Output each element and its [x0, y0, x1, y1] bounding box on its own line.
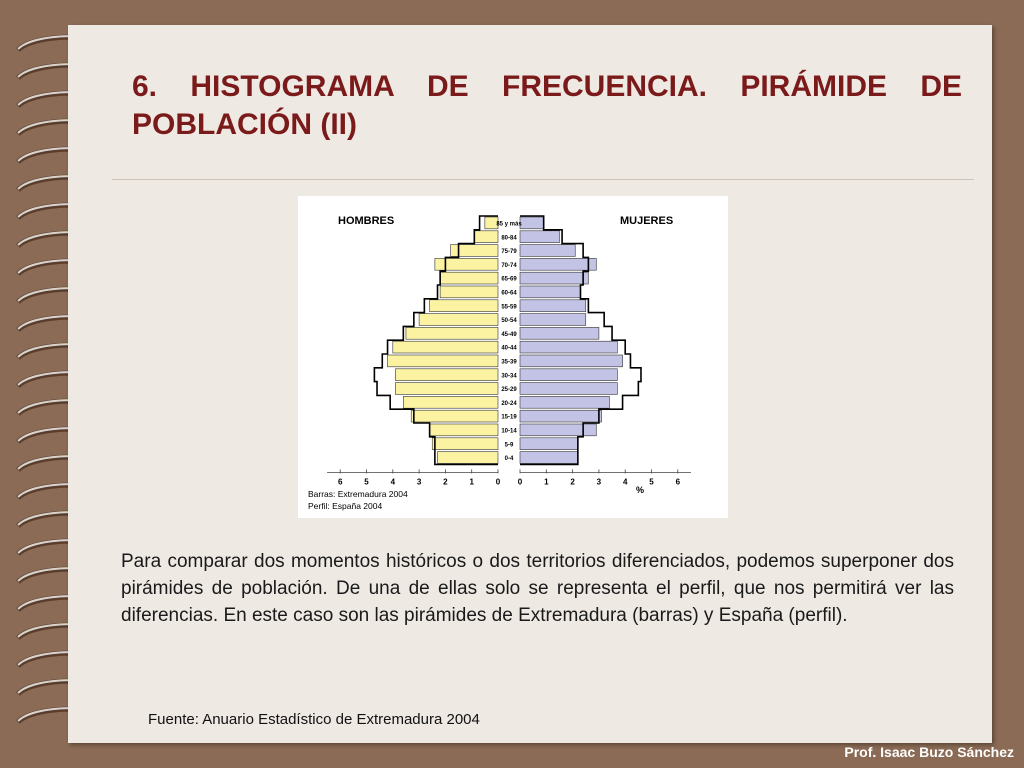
- men-x-tick-label: 6: [337, 477, 343, 487]
- women-bar: [520, 286, 580, 298]
- age-group-label: 70-74: [501, 262, 517, 269]
- women-bar: [520, 355, 623, 367]
- women-bar: [520, 452, 578, 464]
- age-group-label: 60-64: [501, 290, 517, 297]
- men-bar: [388, 355, 498, 367]
- age-group-label: 20-24: [501, 400, 517, 407]
- men-x-tick-label: 3: [416, 477, 422, 487]
- legend-bars: Barras: Extremadura 2004: [308, 489, 408, 499]
- women-bar: [520, 258, 596, 270]
- age-group-label: 50-54: [501, 318, 517, 325]
- men-bar: [393, 341, 498, 353]
- women-bar: [520, 217, 544, 229]
- men-bar: [432, 438, 498, 450]
- men-x-tick-label: 5: [364, 477, 369, 487]
- title-divider: [112, 179, 974, 180]
- men-bar: [430, 424, 498, 436]
- women-bar: [520, 410, 602, 422]
- women-bar: [520, 314, 586, 326]
- author-credit: Prof. Isaac Buzo Sánchez: [844, 744, 1014, 760]
- women-x-tick-label: 5: [649, 477, 654, 487]
- women-x-tick-label: 0: [517, 477, 523, 487]
- explanation-paragraph: Para comparar dos momentos históricos o dos territorios diferenciados, podemos superponer dos pirámides de población. De una de ellas solo se representa el perfil, que nos permitirá ver las diferencias. En este caso son las pirámides de Extremadura (barras) y España (perfil).: [121, 551, 954, 626]
- age-group-label: 75-79: [501, 249, 517, 256]
- women-bar: [520, 327, 599, 339]
- men-bar: [430, 300, 498, 312]
- women-label: MUJERES: [620, 215, 674, 227]
- men-x-tick-label: 0: [495, 477, 501, 487]
- age-group-label: 80-84: [501, 235, 517, 242]
- women-x-tick-label: 6: [675, 477, 681, 487]
- age-group-label: 35-39: [501, 359, 517, 366]
- women-bar: [520, 396, 609, 408]
- women-bar: [520, 383, 617, 395]
- source-note: Fuente: Anuario Estadístico de Extremadura 2004: [148, 711, 480, 728]
- age-group-label: 65-69: [501, 276, 517, 283]
- men-bar: [395, 383, 498, 395]
- age-group-label: 45-49: [501, 331, 517, 338]
- men-bar: [440, 286, 498, 298]
- women-bar: [520, 300, 586, 312]
- men-bar: [474, 231, 498, 243]
- age-group-label: 5-9: [504, 442, 514, 449]
- men-bar: [419, 314, 498, 326]
- age-group-label: 25-29: [501, 387, 517, 394]
- women-x-tick-label: 3: [596, 477, 602, 487]
- women-x-tick-label: 1: [544, 477, 549, 487]
- slide-title: 6. HISTOGRAMA DE FRECUENCIA. PIRÁMIDE DE POBLACIÓN (II): [132, 70, 962, 141]
- men-bar: [435, 258, 498, 270]
- age-group-label: 40-44: [501, 345, 517, 352]
- men-x-tick-label: 1: [469, 477, 474, 487]
- men-x-tick-label: 2: [443, 477, 448, 487]
- women-bar: [520, 231, 559, 243]
- men-label: HOMBRES: [338, 215, 395, 227]
- age-group-label: 0-4: [504, 456, 514, 463]
- pyramid-svg: [298, 196, 728, 518]
- women-x-tick-label: 4: [622, 477, 628, 487]
- age-group-label: 55-59: [501, 304, 517, 311]
- age-group-label: 15-19: [501, 414, 517, 421]
- men-x-tick-label: 4: [390, 477, 396, 487]
- women-bar: [520, 369, 617, 381]
- men-bar: [440, 272, 498, 284]
- unit-label: %: [636, 485, 645, 495]
- women-bar: [520, 438, 578, 450]
- women-bar: [520, 245, 575, 257]
- age-group-label: 10-14: [501, 428, 517, 435]
- legend-profile: Perfil: España 2004: [308, 501, 383, 511]
- age-group-label: 85 y más: [496, 221, 522, 228]
- women-bar: [520, 424, 596, 436]
- women-bar: [520, 272, 588, 284]
- men-bar: [395, 369, 498, 381]
- men-bar: [411, 410, 498, 422]
- age-group-label: 30-34: [501, 373, 517, 380]
- men-bar: [406, 327, 498, 339]
- women-x-tick-label: 2: [570, 477, 575, 487]
- population-pyramid-chart: [298, 196, 728, 518]
- women-bar: [520, 341, 617, 353]
- men-bar: [438, 452, 498, 464]
- men-bar: [403, 396, 498, 408]
